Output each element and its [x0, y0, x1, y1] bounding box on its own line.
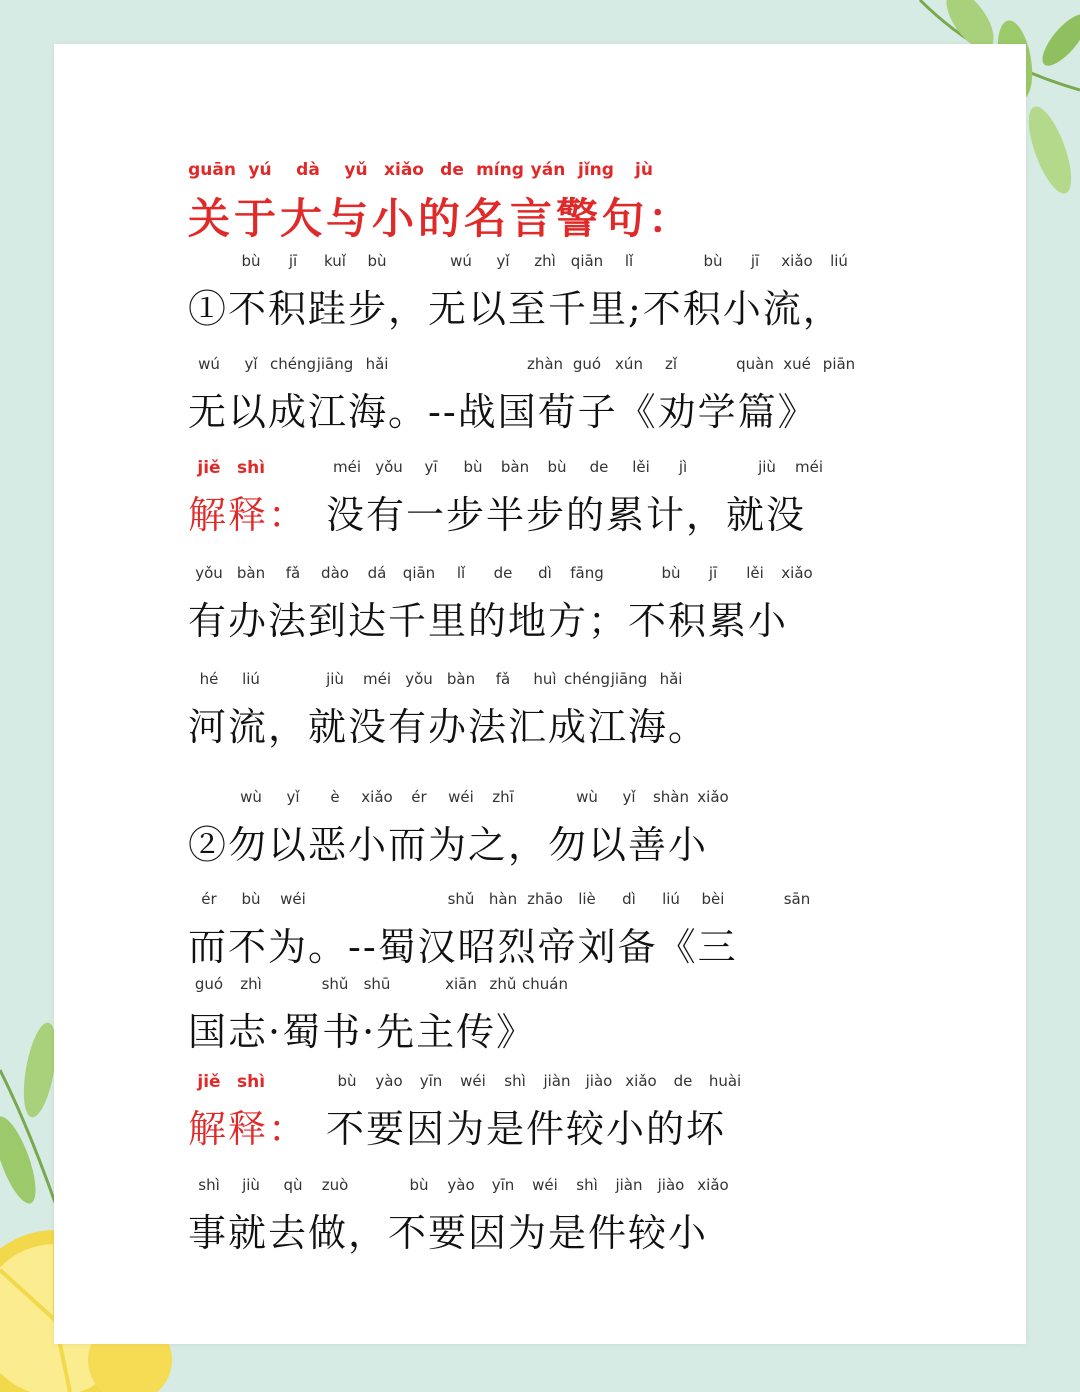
pinyin-annotation: quàn [736, 355, 774, 373]
pinyin-annotation: yī [424, 458, 438, 476]
pinyin-annotation: jǐng [578, 160, 614, 180]
pinyin-annotation: yǒu [195, 564, 223, 582]
pinyin-annotation: jiě [197, 458, 221, 478]
explanation-label: 解释： [188, 493, 309, 537]
pinyin-annotation: shì [236, 458, 266, 478]
pinyin-annotation: huì [533, 670, 557, 688]
pinyin-annotation: méi [362, 670, 392, 688]
pinyin-annotation: wéi [532, 1176, 558, 1194]
pinyin-annotation: yǐ [622, 788, 636, 806]
pinyin-annotation: chéng [563, 670, 611, 688]
pinyin-annotation: yào [375, 1072, 403, 1090]
quote-text: 而不为。--蜀汉昭烈帝刘备《三 [188, 925, 738, 969]
pinyin-annotation: yǔ [344, 160, 368, 180]
pinyin-annotation: sān [783, 890, 811, 908]
pinyin-annotation: hǎi [659, 670, 683, 688]
pinyin-annotation: míng [476, 160, 524, 180]
explanation-label: 关于大与小的名言警句： [188, 194, 695, 243]
pinyin-annotation: shǔ [447, 890, 475, 908]
quote-text: 有办法到达千里的地方；不积累小 [188, 599, 789, 643]
pinyin-annotation: è [330, 788, 340, 806]
text-line [0, 1176, 1080, 1268]
pinyin-annotation: bèi [701, 890, 725, 908]
pinyin-annotation: kuǐ [324, 252, 346, 270]
pinyin-annotation: wú [450, 252, 472, 270]
pinyin-annotation: bù [241, 890, 261, 908]
pinyin-annotation: bàn [446, 670, 476, 688]
pinyin-annotation: bù [337, 1072, 357, 1090]
pinyin-annotation: hé [199, 670, 219, 688]
pinyin-annotation: yīn [419, 1072, 443, 1090]
pinyin-annotation: dào [321, 564, 349, 582]
pinyin-annotation: zuò [321, 1176, 349, 1194]
pinyin-annotation: hǎi [365, 355, 389, 373]
pinyin-annotation: lǐ [456, 564, 466, 582]
text-line [0, 458, 1080, 550]
quote-text: ①不积跬步，无以至千里;不积小流， [188, 287, 843, 331]
title-line [0, 160, 1080, 252]
pinyin-annotation: shū [363, 975, 391, 993]
pinyin-annotation: chéng [269, 355, 317, 373]
pinyin-annotation: zhì [240, 975, 262, 993]
pinyin-annotation: xiǎo [625, 1072, 657, 1090]
text-line [0, 670, 1080, 762]
pinyin-annotation: yǐ [496, 252, 510, 270]
pinyin-annotation: shì [576, 1176, 598, 1194]
pinyin-annotation: jiàn [615, 1176, 643, 1194]
pinyin-annotation: méi [332, 458, 362, 476]
pinyin-annotation: xiān [445, 975, 477, 993]
pinyin-annotation: guó [572, 355, 602, 373]
pinyin-annotation: de [440, 160, 464, 180]
pinyin-annotation: dì [538, 564, 552, 582]
pinyin-annotation: wù [240, 788, 262, 806]
pinyin-annotation: yīn [491, 1176, 515, 1194]
quote-text: 不要因为是件较小的坏 [326, 1107, 727, 1151]
pinyin-annotation: zhàn [526, 355, 564, 373]
pinyin-annotation: bù [463, 458, 483, 476]
pinyin-annotation: shì [236, 1072, 266, 1092]
pinyin-annotation: liú [830, 252, 848, 270]
pinyin-annotation: liè [578, 890, 596, 908]
pinyin-annotation: liú [242, 670, 260, 688]
pinyin-annotation: wéi [280, 890, 306, 908]
pinyin-annotation: jiāng [610, 670, 648, 688]
pinyin-annotation: xiǎo [781, 564, 813, 582]
text-line [0, 890, 1080, 982]
pinyin-annotation: qù [283, 1176, 303, 1194]
pinyin-annotation: yǐ [286, 788, 300, 806]
pinyin-annotation: bù [547, 458, 567, 476]
text-line [0, 252, 1080, 344]
explanation-label: 解释： [188, 1107, 309, 1151]
pinyin-annotation: lěi [746, 564, 764, 582]
pinyin-annotation: jī [288, 252, 298, 270]
pinyin-annotation: fǎ [495, 670, 511, 688]
pinyin-annotation: bù [703, 252, 723, 270]
pinyin-annotation: hàn [488, 890, 518, 908]
pinyin-annotation: jì [678, 458, 688, 476]
pinyin-annotation: ér [201, 890, 217, 908]
pinyin-annotation: jiào [585, 1072, 613, 1090]
pinyin-annotation: lěi [632, 458, 650, 476]
text-line [0, 355, 1080, 447]
pinyin-annotation: zhī [492, 788, 514, 806]
pinyin-annotation: xué [783, 355, 811, 373]
pinyin-annotation: dà [296, 160, 320, 180]
pinyin-annotation: yǒu [405, 670, 433, 688]
quote-text: 无以成江海。--战国荀子《劝学篇》 [188, 390, 818, 434]
pinyin-annotation: wéi [460, 1072, 486, 1090]
pinyin-annotation: ér [411, 788, 427, 806]
text-line [0, 788, 1080, 880]
quote-text: 河流，就没有办法汇成江海。 [188, 705, 709, 749]
quote-text: ②勿以恶小而为之，勿以善小 [188, 823, 709, 867]
pinyin-annotation: yán [530, 160, 566, 180]
pinyin-annotation: bàn [500, 458, 530, 476]
pinyin-annotation: guó [194, 975, 224, 993]
pinyin-annotation: guān [188, 160, 236, 180]
pinyin-annotation: yǒu [375, 458, 403, 476]
pinyin-annotation: jù [635, 160, 653, 180]
pinyin-annotation: yǐ [244, 355, 258, 373]
pinyin-annotation: xiǎo [697, 788, 729, 806]
pinyin-annotation: qiān [402, 564, 436, 582]
pinyin-annotation: qiān [570, 252, 604, 270]
pinyin-annotation: de [493, 564, 513, 582]
pinyin-annotation: de [673, 1072, 693, 1090]
pinyin-annotation: fāng [570, 564, 604, 582]
quote-text: 国志·蜀书·先主传》 [188, 1010, 537, 1054]
pinyin-annotation: fǎ [285, 564, 301, 582]
pinyin-annotation: xiǎo [697, 1176, 729, 1194]
text-line [0, 564, 1080, 656]
pinyin-annotation: jī [750, 252, 760, 270]
text-line [0, 1072, 1080, 1164]
pinyin-annotation: bàn [236, 564, 266, 582]
pinyin-annotation: piān [822, 355, 856, 373]
pinyin-annotation: bù [241, 252, 261, 270]
pinyin-annotation: xiǎo [781, 252, 813, 270]
pinyin-annotation: xiǎo [384, 160, 424, 180]
pinyin-annotation: jiě [197, 1072, 221, 1092]
pinyin-annotation: zhǔ [489, 975, 517, 993]
pinyin-annotation: xiǎo [361, 788, 393, 806]
pinyin-annotation: dá [367, 564, 387, 582]
pinyin-annotation: jiù [326, 670, 344, 688]
pinyin-annotation: yú [248, 160, 272, 180]
pinyin-annotation: shì [504, 1072, 526, 1090]
pinyin-annotation: wéi [448, 788, 474, 806]
pinyin-annotation: huài [708, 1072, 742, 1090]
pinyin-annotation: bù [367, 252, 387, 270]
pinyin-annotation: yào [447, 1176, 475, 1194]
pinyin-annotation: shǔ [321, 975, 349, 993]
text-line [0, 975, 1080, 1067]
pinyin-annotation: bù [409, 1176, 429, 1194]
pinyin-annotation: zhāo [527, 890, 563, 908]
pinyin-annotation: zhì [534, 252, 556, 270]
quote-text: 没有一步半步的累计，就没 [326, 493, 807, 537]
pinyin-annotation: shàn [652, 788, 690, 806]
pinyin-annotation: de [589, 458, 609, 476]
pinyin-annotation: shì [198, 1176, 220, 1194]
pinyin-annotation: jī [708, 564, 718, 582]
pinyin-annotation: jiāng [316, 355, 354, 373]
pinyin-annotation: jiàn [543, 1072, 571, 1090]
pinyin-annotation: chuán [522, 975, 568, 993]
pinyin-annotation: jiù [242, 1176, 260, 1194]
pinyin-annotation: jiù [758, 458, 776, 476]
pinyin-annotation: wù [576, 788, 598, 806]
pinyin-annotation: lǐ [624, 252, 634, 270]
pinyin-annotation: liú [662, 890, 680, 908]
pinyin-annotation: bù [661, 564, 681, 582]
pinyin-annotation: jiào [657, 1176, 685, 1194]
quote-text: 事就去做，不要因为是件较小 [188, 1211, 709, 1255]
pinyin-annotation: xún [615, 355, 643, 373]
pinyin-annotation: dì [622, 890, 636, 908]
pinyin-annotation: zǐ [664, 355, 678, 373]
pinyin-annotation: méi [794, 458, 824, 476]
pinyin-annotation: wú [198, 355, 220, 373]
